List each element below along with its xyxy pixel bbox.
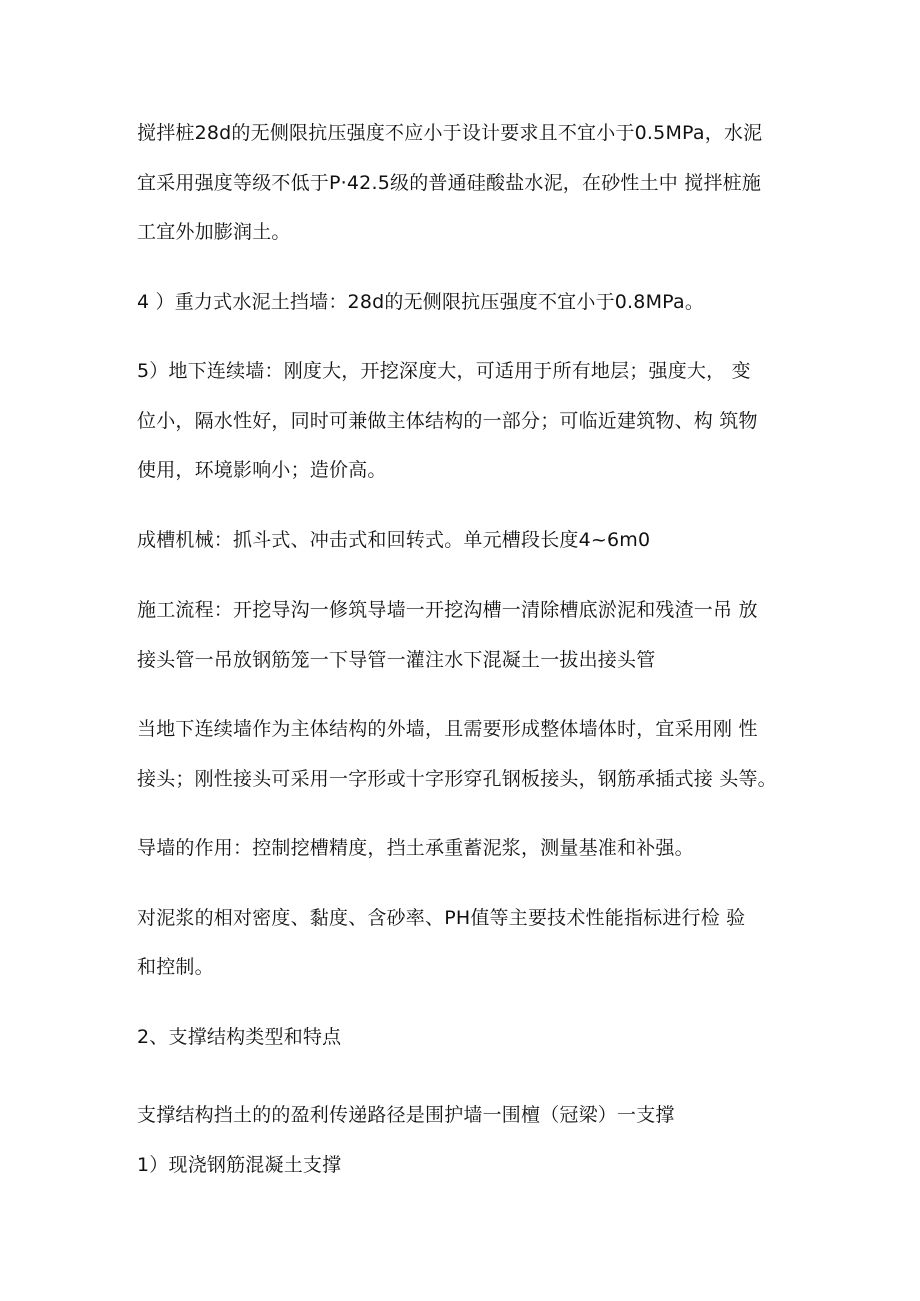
- paragraph-line: 工宜外加膨润土。: [137, 221, 291, 243]
- section-heading: 2、支撑结构类型和特点: [137, 1026, 342, 1048]
- paragraph-line: 5）地下连续墙：刚度大，开挖深度大，可适用于所有地层；强度大， 变: [137, 360, 751, 382]
- paragraph-line: 成槽机械：抓斗式、冲击式和回转式。单元槽段长度4~6m0: [137, 529, 651, 551]
- paragraph-line: 当地下连续墙作为主体结构的外墙，且需要形成整体墙体时，宜采用刚 性: [137, 718, 758, 740]
- paragraph-line: 4 ）重力式水泥土挡墙：28d的无侧限抗压强度不宜小于0.8MPa。: [137, 291, 705, 313]
- paragraph-line: 宜采用强度等级不低于P·42.5级的普通硅酸盐水泥，在砂性土中 搅拌桩施: [137, 172, 762, 194]
- paragraph-line: 和控制。: [137, 956, 214, 978]
- paragraph-line: 对泥浆的相对密度、黏度、含砂率、PH值等主要技术性能指标进行检 验: [137, 907, 746, 929]
- paragraph-line: 施工流程：开挖导沟一修筑导墙一开挖沟槽一清除槽底淤泥和残渣一吊 放: [137, 599, 758, 621]
- paragraph-line: 位小，隔水性好，同时可兼做主体结构的一部分；可临近建筑物、构 筑物: [137, 410, 758, 432]
- paragraph-line: 使用，环境影响小；造价高。: [137, 459, 387, 481]
- paragraph-line: 接头；刚性接头可采用一字形或十字形穿孔钢板接头，钢筋承插式接 头等。: [137, 768, 777, 790]
- paragraph-line: 1）现浇钢筋混凝土支撑: [137, 1154, 342, 1176]
- paragraph-line: 搅拌桩28d的无侧限抗压强度不应小于设计要求且不宜小于0.5MPa，水泥: [137, 122, 763, 144]
- paragraph-line: 支撑结构挡土的的盈利传递路径是围护墙一围檀（冠梁）一支撑: [137, 1104, 675, 1126]
- paragraph-line: 接头管一吊放钢筋笼一下导管一灌注水下混凝土一拔出接头管: [137, 649, 656, 671]
- paragraph-line: 导墙的作用：控制挖槽精度，挡土承重蓄泥浆，测量基准和补强。: [137, 837, 694, 859]
